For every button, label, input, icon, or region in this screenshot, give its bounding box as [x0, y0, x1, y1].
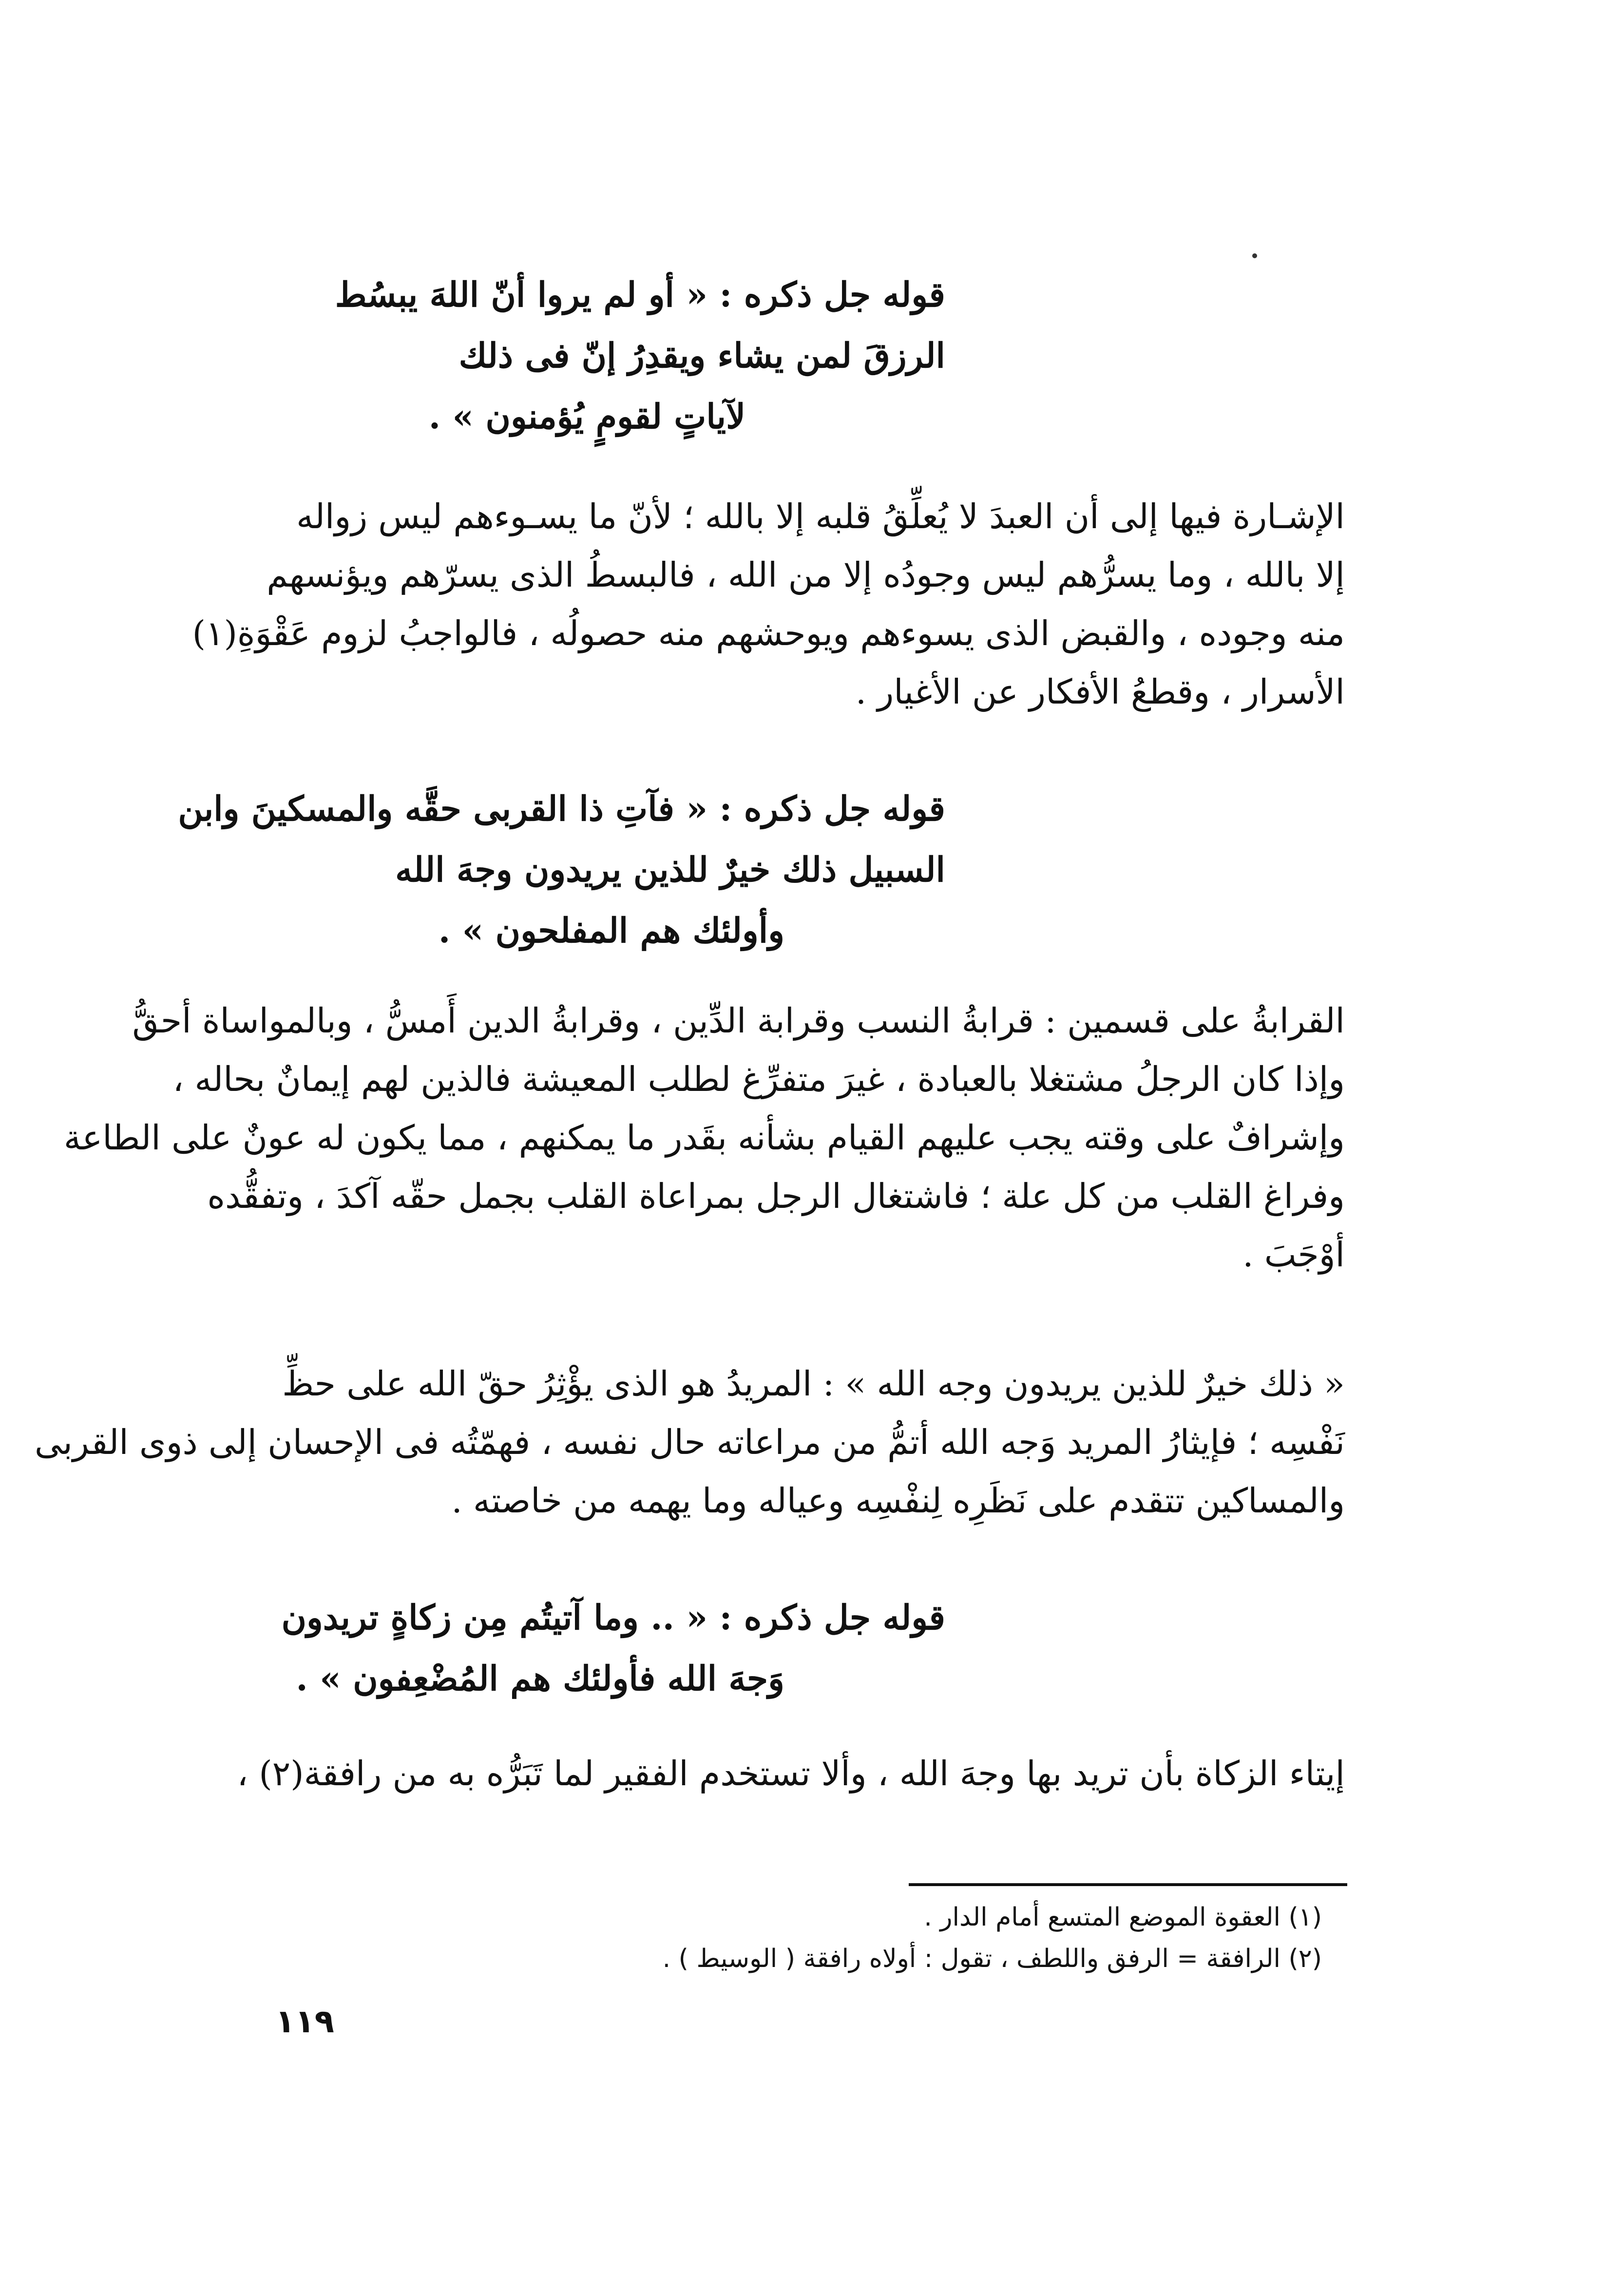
- page-number: ١١٩: [275, 2003, 334, 2040]
- footnote-2: (٢) الرافقة = الرفق واللطف ، تقول : أولاه رافقة ( الوسيط ) .: [662, 1944, 1322, 1973]
- quran-verse-1: [312, 270, 945, 437]
- paragraph-line: والمساكين تتقدم على نَظَرِه لِنفْسِه وعياله وما يهمه من خاصته .: [451, 1481, 1345, 1521]
- paragraph-line: إلا بالله ، وما يسرُّهم ليس وجودُه إلا من الله ، فالبسطُ الذى يسرّهم ويؤنسهم: [267, 555, 1345, 595]
- footnote-separator: [909, 1883, 1347, 1886]
- verse-line: وَجهَ الله فأولئك هم المُضْعِفون » .: [296, 1658, 784, 1699]
- verse-line: قوله جل ذكره : « .. وما آتيتُم مِن زكاةٍ تريدون: [281, 1597, 945, 1638]
- verse-line: السبيل ذلك خيرٌ للذين يريدون وجهَ الله: [395, 849, 945, 890]
- scan-speck: [1252, 253, 1257, 258]
- verse-line: قوله جل ذكره : « أو لم يروا أنّ اللهَ يبسُط: [335, 274, 945, 315]
- verse-line: لآياتٍ لقومٍ يُؤمنون » .: [428, 396, 745, 437]
- paragraph-line: وفراغ القلب من كل علة ؛ فاشتغال الرجل بمراعاة القلب بجمل حقّه آكدَ ، وتفقُّده: [207, 1176, 1345, 1216]
- paragraph-line: منه وجوده ، والقبض الذى يسوءهم ويوحشهم منه حصولُه ، فالواجبُ لزوم عَقْوَةِ(١): [192, 613, 1345, 653]
- commentary-paragraph-2: [63, 996, 1345, 1308]
- paragraph-line: إيتاء الزكاة بأن تريد بها وجهَ الله ، وألا تستخدم الفقير لما تَبَرُّه به من رافقة(٢) ،: [237, 1754, 1345, 1794]
- paragraph-line: أوْجَبَ .: [1242, 1235, 1345, 1275]
- verse-line: الرزقَ لمن يشاء ويقدِرُ إنّ فى ذلك: [459, 335, 945, 376]
- paragraph-line: الإشـارة فيها إلى أن العبدَ لا يُعلِّقُ قلبه إلا بالله ؛ لأنّ ما يسـوءهم ليس زواله: [296, 496, 1345, 536]
- paragraph-line: نَفْسِه ؛ فإيثارُ المريد وَجه الله أتمُّ من مراعاته حال نفسه ، فهمّتُه فى الإحسان إلى ذوى القربى: [35, 1422, 1345, 1462]
- paragraph-line: « ذلك خيرٌ للذين يريدون وجه الله » : المريدُ هو الذى يؤْثِرُ حقّ الله على حظِّ: [282, 1364, 1345, 1404]
- paragraph-line: وإشرافٌ على وقته يجب عليهم القيام بشأنه بقَدر ما يمكنهم ، مما يكون له عونٌ على الطاعة: [63, 1118, 1345, 1158]
- commentary-paragraph-1: [192, 492, 1345, 745]
- quran-verse-2: [178, 784, 945, 951]
- quran-verse-3: [281, 1593, 945, 1705]
- commentary-paragraph-3: [35, 1359, 1345, 1554]
- paragraph-line: الأسرار ، وقطعُ الأفكار عن الأغيار .: [855, 672, 1345, 712]
- verse-line: قوله جل ذكره : « فآتِ ذا القربى حقَّه والمسكينَ وابن: [178, 788, 945, 829]
- commentary-paragraph-4: [237, 1749, 1345, 1808]
- footnote-1: (١) العقوة الموضع المتسع أمام الدار .: [924, 1903, 1322, 1932]
- paragraph-line: وإذا كان الرجلُ مشتغلا بالعبادة ، غيرَ متفرِّغ لطلب المعيشة فالذين لهم إيمانٌ بحاله ،: [172, 1059, 1345, 1099]
- paragraph-line: القرابةُ على قسمين : قرابةُ النسب وقرابة الدِّين ، وقرابةُ الدين أَمسُّ ، وبالمواساة أحقُّ: [132, 1001, 1345, 1041]
- verse-line: وأولئك هم المفلحون » .: [438, 910, 784, 951]
